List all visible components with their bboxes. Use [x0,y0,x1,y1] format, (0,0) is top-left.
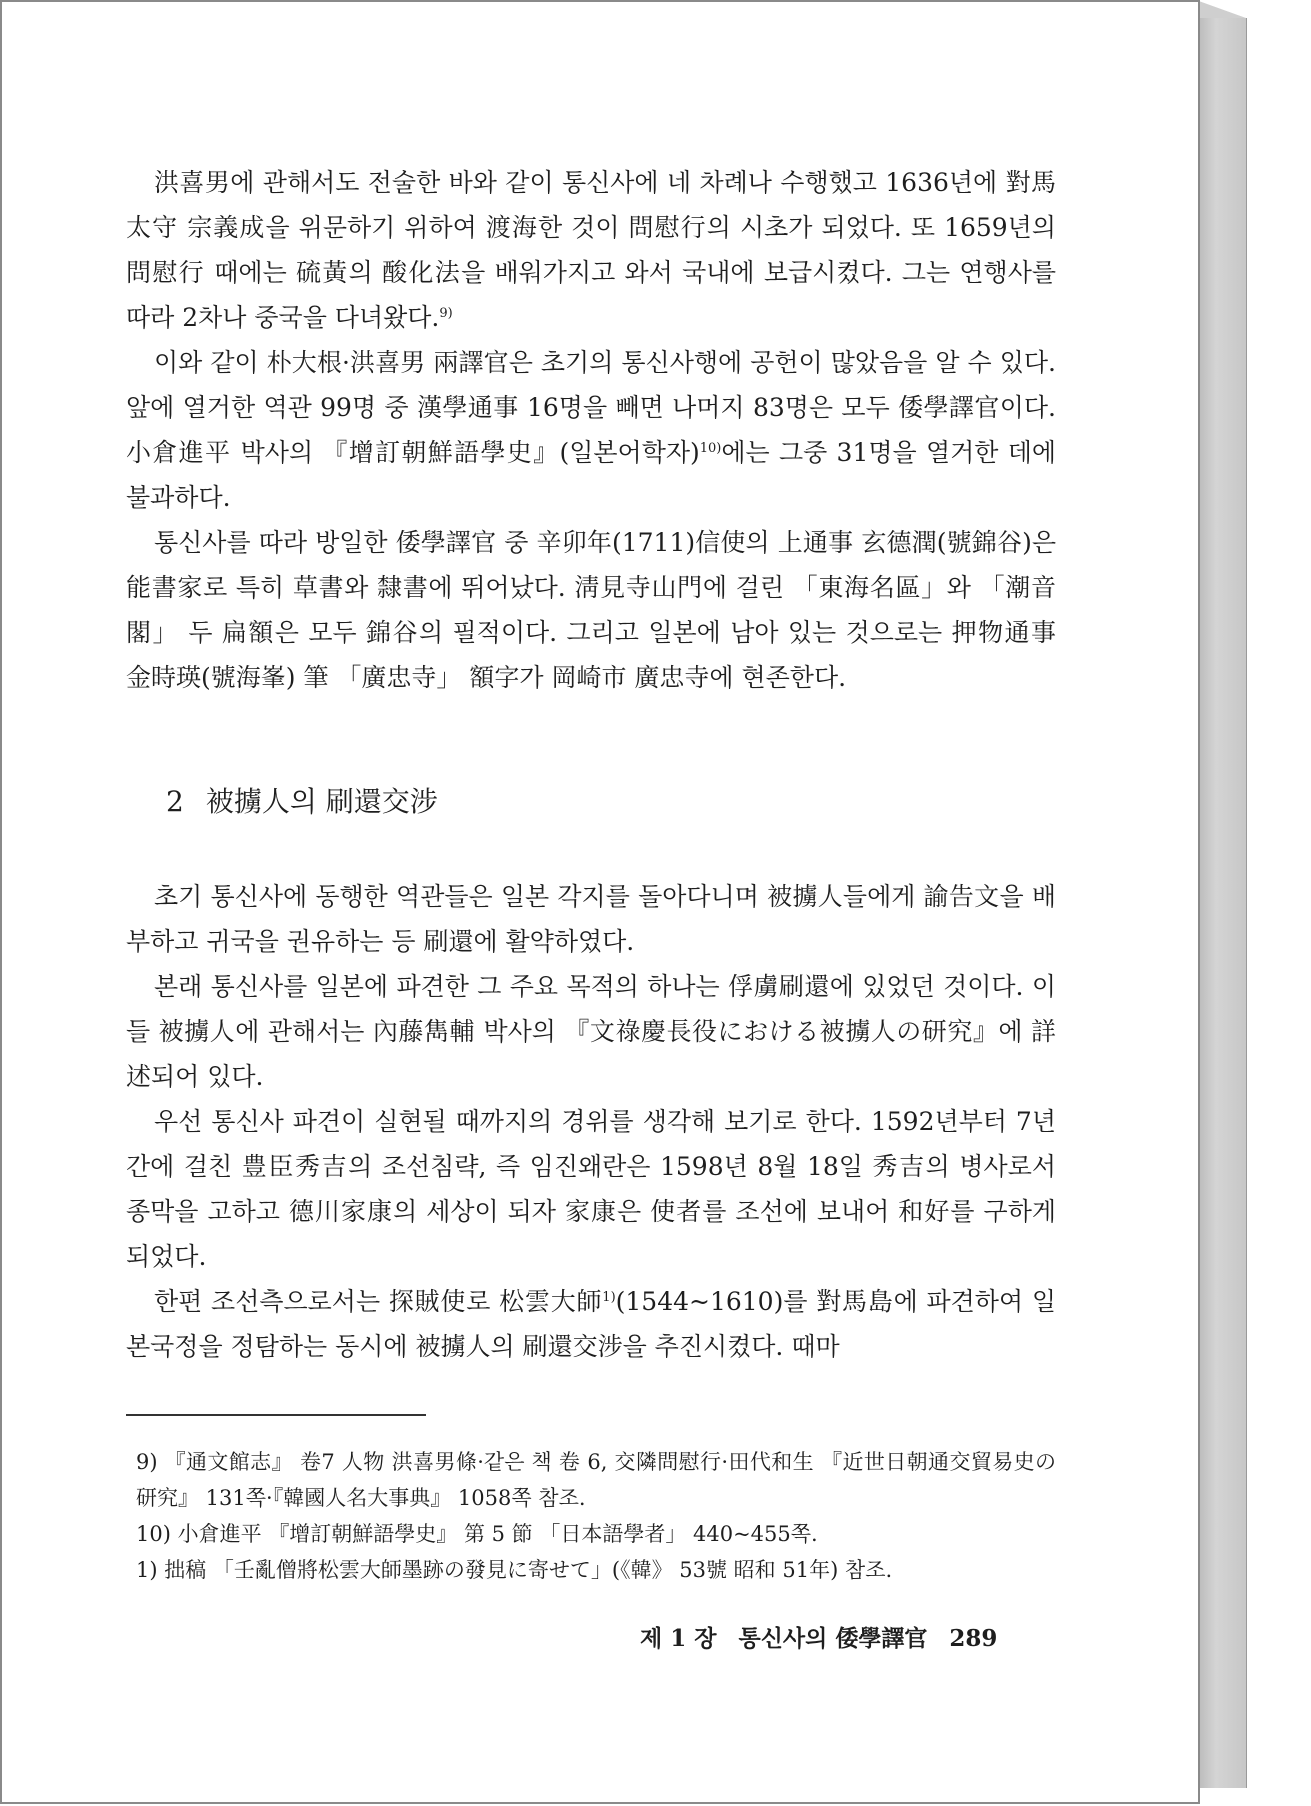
paragraph-7: 한편 조선측으로서는 探賊使로 松雲大師$^{1)}$(1544~1610)를 對馬島에 파견하여 일본국정을 정탐하는 동시에 被擄人의 刷還交涉을 추진시켰다. 때마 [126,1287,1057,1361]
running-footer [640,1622,1011,1656]
footnote-1: 1) 拙稿 「壬亂僧將松雲大師墨跡の發見に寄せて」(《韓》 53號 昭和 51年) 참조. [136,1558,893,1582]
page-content [126,160,1056,1588]
section-title: 被擄人의 刷還交涉 [205,785,438,818]
paragraph-5: 본래 통신사를 일본에 파견한 그 주요 목적의 하나는 俘虜刷還에 있었던 것이다. 이들 被擄人에 관해서는 內藤雋輔 박사의 『文祿慶長役における被擄人の研究』에 詳述되어 있다. [126,972,1056,1091]
page-number: 289 [949,1625,998,1652]
paragraph-1: 洪喜男에 관해서도 전술한 바와 같이 통신사에 네 차례나 수행했고 1636년에 對馬太守 宗義成을 위문하기 위하여 渡海한 것이 問慰行의 시초가 되었다. 또 1659년의 問慰行 때에는 硫黃의 酸化法을 배워가지고 와서 국내에 보급시켰다. 그는 연행사를 따라 2차나 중국을 다녀왔다.$^{9)}$ [126,168,1056,332]
section-number: 2 [166,785,184,818]
paragraph-3: 통신사를 따라 방일한 倭學譯官 중 辛卯年(1711)信使의 上通事 玄德潤(號錦谷)은 能書家로 특히 草書와 隸書에 뛰어났다. 淸見寺山門에 걸린 「東海名區」와 「潮音閣」 두 扁額은 모두 錦谷의 필적이다. 그리고 일본에 남아 있는 것으로는 押物通事 金時瑛(號海峯) 筆 「廣忠寺」 額字가 岡崎市 廣忠寺에 현존한다. [126,528,1056,692]
page-spine-top [1196,0,1246,18]
footer-title: 통신사의 倭學譯官 [738,1625,928,1652]
footnote-10: 10) 小倉進平 『增訂朝鮮語學史』 第 5 節 「日本語學者」 440~455쪽. [136,1522,818,1546]
section-heading [166,782,1056,822]
page-spine [1196,18,1247,1788]
footer-chapter: 제 1 장 [640,1625,717,1652]
footnote-ref-9: 9) [439,306,453,321]
footnote-divider [126,1414,426,1416]
paragraph-6: 우선 통신사 파견이 실현될 때까지의 경위를 생각해 보기로 한다. 1592년부터 7년간에 걸친 豊臣秀吉의 조선침략, 즉 임진왜란은 1598년 8월 18일 秀吉의 병사로서 종막을 고하고 德川家康의 세상이 되자 家康은 使者를 조선에 보내어 和好를 구하게 되었다. [126,1107,1056,1271]
paragraph-4: 초기 통신사에 동행한 역관들은 일본 각지를 돌아다니며 被擄人들에게 諭告文을 배부하고 귀국을 권유하는 등 刷還에 활약하였다. [126,882,1056,956]
footnote-ref-10: 10) [699,441,722,456]
paragraph-2: 이와 같이 朴大根·洪喜男 兩譯官은 초기의 통신사행에 공헌이 많았음을 알 수 있다. 앞에 열거한 역관 99명 중 漢學通事 16명을 빼면 나머지 83명은 모두 倭學譯官이다. 小倉進平 박사의 『增訂朝鮮語學史』(일본어학자)$^{10)}$에는 그중 31명을 열거한 데에 불과하다. [126,348,1056,512]
footnote-9: 9) 『通文館志』 卷7 人物 洪喜男條·같은 책 卷 6, 交隣問慰行·田代和生 『近世日朝通交貿易史の研究』 131쪽·『韓國人名大事典』 1058쪽 참조. [136,1450,1056,1510]
footnote-ref-1: 1) [602,1290,616,1305]
